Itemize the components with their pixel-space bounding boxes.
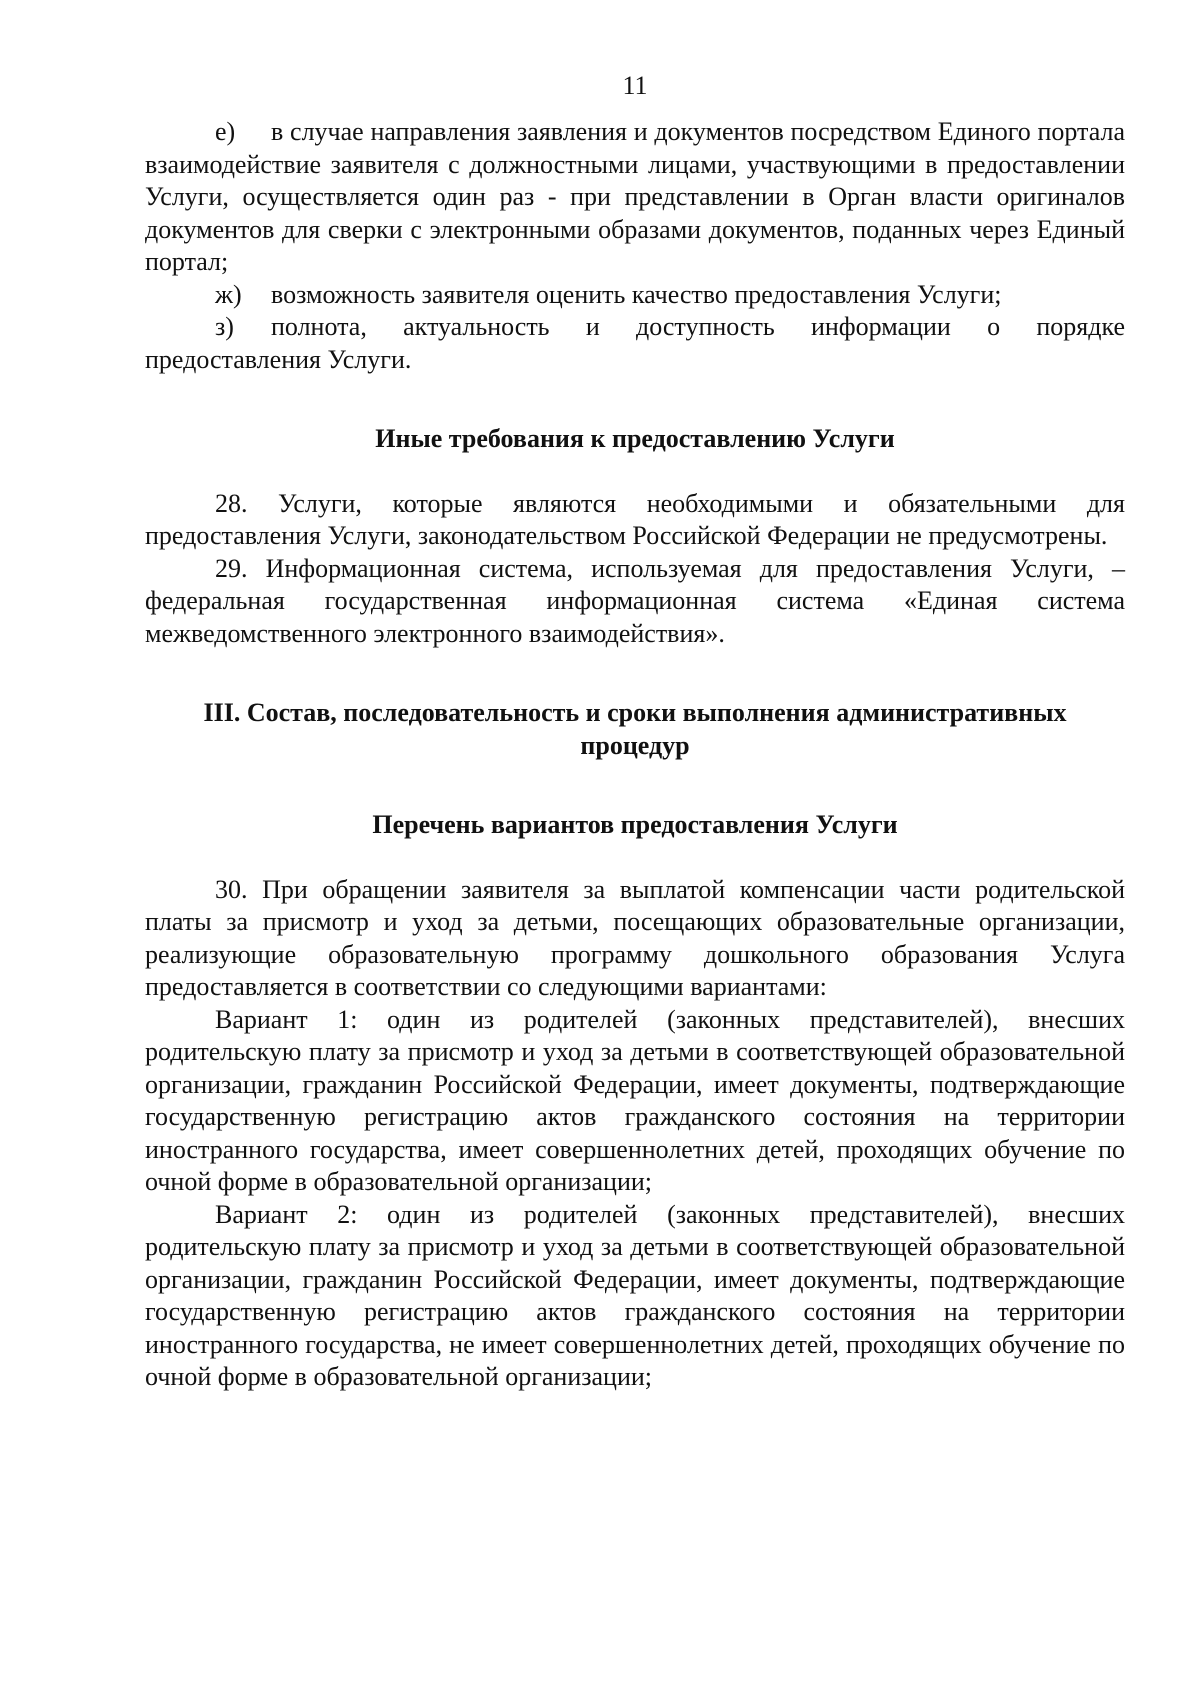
section-heading-variants: Перечень вариантов предоставления Услуги: [372, 810, 898, 839]
list-marker: з): [215, 312, 234, 341]
chapter-heading: [145, 697, 1125, 762]
list-marker: ж): [215, 279, 242, 309]
list-item-z: [145, 311, 1125, 376]
paragraph-29: 29. Информационная система, используемая для предоставления Услуги, – федеральная государственная информационная система «Единая система межведомственного электронного взаимодействия».: [145, 553, 1125, 648]
paragraph-30: 30. При обращении заявителя за выплатой компенсации части родительской платы за присмотр и уход за детьми, посещающих образовательные организации, реализующие образовательную программу дошкольного образования Услуга предоставляется в соответствии со следующими вариантами:: [145, 874, 1125, 1001]
chapter-heading-line2: процедур: [580, 730, 690, 760]
spacer: [145, 842, 1125, 874]
spacer: [145, 762, 1125, 809]
list-item-zh: [145, 279, 1125, 312]
section-heading-other-requirements: Иные требования к предоставлению Услуги: [375, 424, 895, 453]
spacer: [145, 456, 1125, 488]
list-item-e: [145, 116, 1125, 279]
list-marker: е): [215, 117, 236, 146]
list-item-text: полнота, актуальность и доступность информации о порядке предоставления Услуги.: [145, 312, 1125, 374]
page-number: 11: [622, 71, 648, 100]
spacer: [145, 650, 1125, 697]
list-item-text: в случае направления заявления и документов посредством Единого портала взаимодействие заявителя с должностными лицами, участвующими в предоставлении Услуги, осуществляется один раз - при представлении в Орган власти оригиналов документов для сверки с электронными образами документов, поданных через Единый портал;: [145, 117, 1125, 276]
list-item-text: возможность заявителя оценить качество предоставления Услуги;: [271, 279, 1002, 309]
spacer: [145, 376, 1125, 423]
paragraph-variant-2: Вариант 2: один из родителей (законных представителей), внесших родительскую плату за присмотр и уход за детьми в соответствующей образовательной организации, гражданин Российской Федерации, имеет документы, подтверждающие государственную регистрацию актов гражданского состояния на территории иностранного государства, не имеет совершеннолетних детей, проходящих обучение по очной форме в образовательной организации;: [145, 1199, 1125, 1391]
paragraph-variant-1: Вариант 1: один из родителей (законных представителей), внесших родительскую плату за присмотр и уход за детьми в соответствующей образовательной организации, гражданин Российской Федерации, имеет документы, подтверждающие государственную регистрацию актов гражданского состояния на территории иностранного государства, имеет совершеннолетних детей, проходящих обучение по очной форме в образовательной организации;: [145, 1004, 1125, 1196]
document-page: [145, 70, 1125, 1394]
paragraph-28: 28. Услуги, которые являются необходимыми и обязательными для предоставления Услуги, законодательством Российской Федерации не предусмотрены.: [145, 488, 1125, 550]
chapter-heading-line1: III. Состав, последовательность и сроки выполнения административных: [203, 698, 1067, 727]
